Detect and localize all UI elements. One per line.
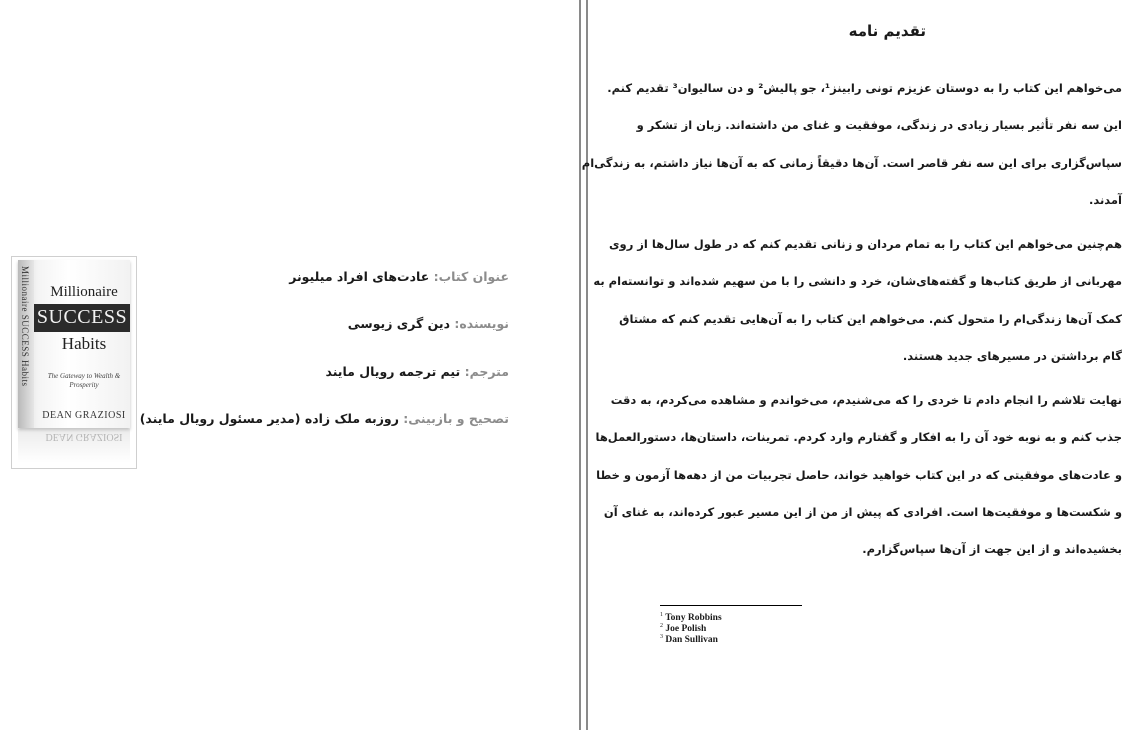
body-line: گام برداشتن در مسیرهای جدید هستند.: [902, 349, 1122, 363]
footnote-2: [660, 623, 706, 634]
cover-subtitle: The Gateway to Wealth & Prosperity: [47, 372, 121, 389]
info-author: [348, 316, 509, 331]
info-label: عنوان کتاب:: [429, 269, 509, 284]
footnote-number: 3: [660, 634, 663, 640]
page-edge-right: [586, 0, 588, 730]
footnote-text: Dan Sullivan: [665, 635, 718, 646]
info-label: نویسنده:: [450, 316, 509, 331]
book-cover-image: [18, 260, 130, 428]
body-line: نهایت تلاشم را انجام دادم تا خردی را که می‌شنیدم، می‌خواندم و مشاهده می‌کردم، به دقت: [610, 393, 1122, 407]
footnote-separator: [660, 605, 802, 606]
body-line: و شکست‌ها و موفقیت‌ها است. افرادی که پیش از من از این مسیر عبور کرده‌اند، به غنای آن: [603, 505, 1122, 519]
footnote-number: 1: [660, 612, 663, 618]
cover-title-line3: Habits: [61, 334, 107, 353]
footnote-text: Tony Robbins: [665, 613, 722, 624]
body-line: جذب کنم و به نوبه خود آن را به افکار و گفتارم وارد کردم. تمرینات، داستان‌ها، دستورالعمل‌ها: [595, 430, 1122, 444]
cover-author: DEAN GRAZIOSI: [42, 410, 126, 421]
body-line: و عادت‌های موفقیتی که در این کتاب خواهید خواند، حاصل تجربیات من از دهه‌ها آزمون و خطا: [596, 468, 1122, 482]
info-value: تیم ترجمه رویال مایند: [325, 364, 461, 379]
body-line: این سه نفر تأثیر بسیار زیادی در زندگی، موفقیت و غنای من داشته‌اند. زبان از تشکر و: [636, 118, 1122, 132]
dedication-title: تقدیم نامه: [848, 22, 926, 40]
info-label: تصحیح و بازبینی:: [398, 411, 509, 426]
info-value: روزبه ملک زاده (مدیر مسئول رویال مایند): [139, 411, 399, 426]
footnote-text: Joe Polish: [665, 624, 707, 635]
reflection-author: DEAN GRAZIOSI: [45, 431, 123, 442]
footnote-3: [660, 634, 718, 645]
cover-title-line2: SUCCESS: [36, 306, 128, 328]
body-line: سپاس‌گزاری برای این سه نفر قاصر است. آن‌ها دقیقاً زمانی که به آن‌ها نیاز داشتم، به زندگی‌ام: [581, 156, 1122, 170]
footnote-number: 2: [660, 623, 663, 629]
info-book-title: [289, 269, 509, 284]
page-gutter: [578, 0, 589, 730]
page-edge-left: [579, 0, 581, 730]
body-line: هم‌چنین می‌خواهم این کتاب را به تمام مردان و زنانی تقدیم کنم که در طول سال‌ها از روی: [609, 237, 1122, 251]
info-editor: [140, 411, 509, 426]
body-line: کمک آن‌ها زندگی‌ام را متحول کنم. می‌خواهم این کتاب را به آن‌هایی تقدیم کنم که مشتاق: [619, 312, 1122, 326]
cover-title-line1: Millionaire: [50, 284, 118, 300]
info-value: عادت‌های افراد میلیونر: [289, 269, 430, 284]
book-spine: [18, 260, 34, 428]
spine-text: Millionaire SUCCESS Habits: [20, 266, 30, 387]
cover-reflection: [18, 429, 130, 463]
body-line: مهربانی از طریق کتاب‌ها و گفته‌های‌شان، خرد و دانشی را با من سهیم شده‌اند و توانسته‌ام به: [593, 274, 1122, 288]
info-translator: [325, 364, 509, 379]
body-line: بخشیده‌اند و از این جهت از آن‌ها سپاس‌گزارم.: [862, 542, 1122, 556]
info-value: دین گری زیوسی: [347, 316, 450, 331]
footnote-1: [660, 612, 722, 623]
body-line: آمدند.: [1088, 193, 1122, 207]
info-label: مترجم:: [460, 364, 509, 379]
book-cover-frame: [11, 256, 137, 469]
body-line: می‌خواهم این کتاب را به دوستان عزیزم تونی رابینز¹، جو پالیش² و دن سالیوان³ تقدیم کنم.: [607, 81, 1122, 95]
